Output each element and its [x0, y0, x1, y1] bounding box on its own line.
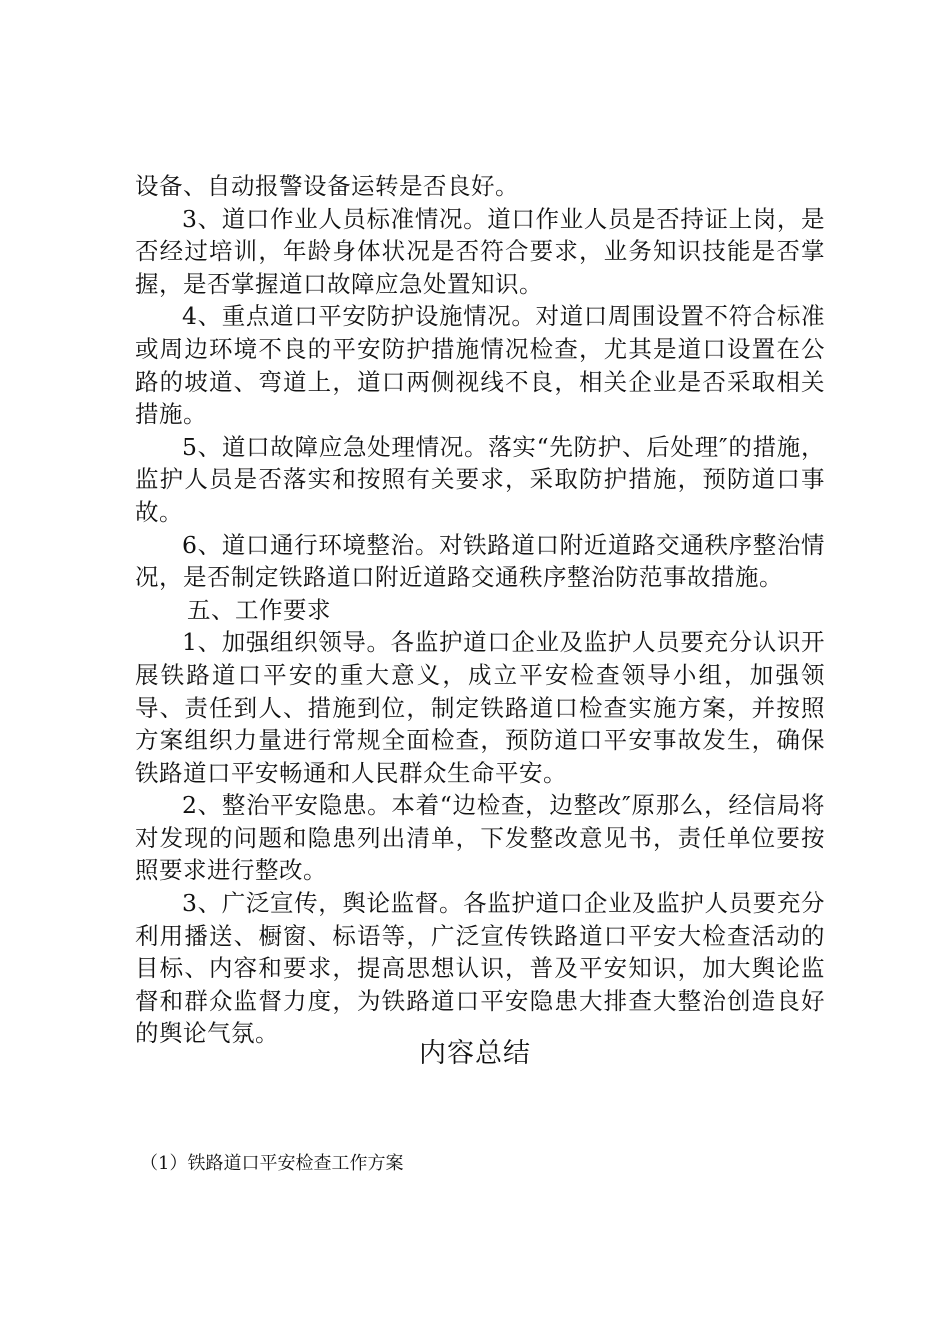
paragraph-item-4: 4、重点道口平安防护设施情况。对道口周围设置不符合标准或周边环境不良的平安防护措施情况检查，尤其是道口设置在公路的坡道、弯道上，道口两侧视线不良，相关企业是否采取相关措施。 [135, 302, 825, 429]
paragraph-item-3: 3、道口作业人员标准情况。道口作业人员是否持证上岗，是否经过培训，年龄身体状况是否符合要求，业务知识技能是否掌握，是否掌握道口故障应急处置知识。 [135, 204, 825, 298]
paragraph-item-5: 5、道口故障应急处理情况。落实“先防护、后处理″的措施，监护人员是否落实和按照有关要求，采取防护措施，预防道口事故。 [135, 432, 825, 526]
requirement-item-2: 2、整治平安隐患。本着“边检查，边整改″原那么，经信局将对发现的问题和隐患列出清单，下发整改意见书，责任单位要按照要求进行整改。 [135, 791, 825, 885]
requirement-item-3: 3、广泛宣传，舆论监督。各监护道口企业及监护人员要充分利用播送、橱窗、标语等，广泛宣传铁路道口平安大检查活动的目标、内容和要求，提高思想认识，普及平安知识，加大舆论监督和群众监督力度，为铁路道口平安隐患大排查大整治创造良好的舆论气氛。 [135, 889, 825, 1048]
section-heading: 五、工作要求 [187, 595, 331, 624]
summary-title: 内容总结 [419, 1038, 531, 1069]
requirement-item-1: 1、加强组织领导。各监护道口企业及监护人员要充分认识开展铁路道口平安的重大意义，成立平安检查领导小组，加强领导、责任到人、措施到位，制定铁路道口检查实施方案，并按照方案组织力量进行常规全面检查，预防道口平安事故发生，确保铁路道口平安畅通和人民群众生命平安。 [135, 628, 825, 787]
body-text [135, 170, 825, 1050]
paragraph-continuation: 设备、自动报警设备运转是否良好。 [135, 172, 519, 200]
summary-item: （1）铁路道口平安检查工作方案 [140, 1153, 404, 1174]
paragraph-item-6: 6、道口通行环境整治。对铁路道口附近道路交通秩序整治情况，是否制定铁路道口附近道路交通秩序整治防范事故措施。 [135, 530, 825, 592]
